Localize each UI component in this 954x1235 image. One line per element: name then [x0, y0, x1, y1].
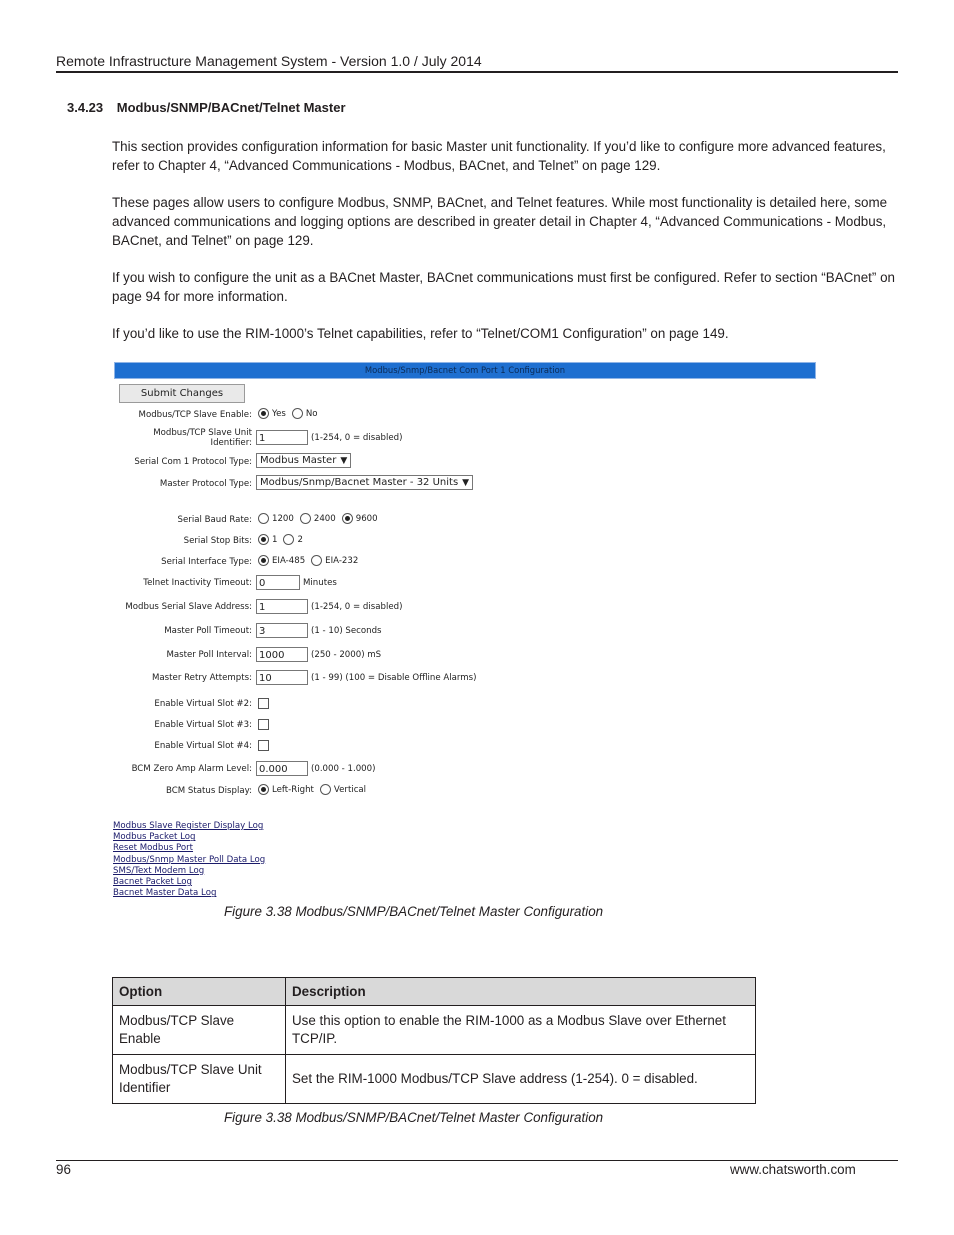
- baud-label: Serial Baud Rate:: [177, 515, 252, 525]
- row-option: Modbus/TCP Slave Unit Identifier: [113, 1055, 286, 1104]
- eia485-radio[interactable]: [258, 555, 269, 566]
- link-reset-port[interactable]: Reset Modbus Port: [113, 843, 194, 854]
- stop-bits-2-radio[interactable]: [283, 534, 294, 545]
- vertical-label: Vertical: [333, 784, 367, 795]
- baud-1200-label: 1200: [272, 513, 294, 524]
- link-packet-log[interactable]: Modbus Packet Log: [113, 832, 196, 843]
- com1-protocol-select[interactable]: [256, 453, 351, 468]
- left-right-radio[interactable]: [258, 784, 269, 795]
- chevron-down-icon: ▼: [340, 456, 348, 466]
- retry-hint: (1 - 99) (100 = Disable Offline Alarms): [311, 672, 477, 683]
- table-caption: Figure 3.38 Modbus/SNMP/BACnet/Telnet Master Configuration: [224, 1110, 604, 1125]
- yes-label: Yes: [272, 408, 286, 419]
- header-rule: [56, 71, 898, 73]
- table-header-row: [113, 978, 756, 1006]
- master-protocol-select[interactable]: [256, 475, 473, 490]
- row-retry: [112, 669, 812, 687]
- link-slave-register-log[interactable]: Modbus Slave Register Display Log: [113, 821, 264, 831]
- com1-protocol-label: Serial Com 1 Protocol Type:: [134, 457, 252, 467]
- poll-timeout-hint: (1 - 10) Seconds: [311, 625, 382, 636]
- row-baud: [112, 513, 812, 531]
- telnet-timeout-label: Telnet Inactivity Timeout:: [143, 578, 252, 588]
- serial-slave-addr-input[interactable]: 1: [256, 599, 308, 614]
- paragraph-3: If you wish to configure the unit as a BACnet Master, BACnet communications must first be configured. Refer to section “BACnet” on page 94 for more information.: [112, 270, 895, 304]
- row-description: Set the RIM-1000 Modbus/TCP Slave address (1-254). 0 = disabled.: [286, 1055, 756, 1104]
- master-protocol-label: Master Protocol Type:: [159, 479, 252, 489]
- vslot2-checkbox[interactable]: [258, 698, 269, 709]
- vslot4-label: Enable Virtual Slot #4:: [154, 741, 252, 751]
- section-number: 3.4.23: [67, 100, 104, 115]
- row-tcp-slave-enable: [112, 408, 812, 426]
- row-description: Use this option to enable the RIM-1000 as a Modbus Slave over Ethernet TCP/IP.: [286, 1006, 756, 1055]
- tcp-slave-id-input[interactable]: 1: [256, 430, 308, 445]
- tcp-slave-id-label: [153, 428, 252, 448]
- row-vslot2: [112, 697, 812, 715]
- baud-1200-radio[interactable]: [258, 513, 269, 524]
- poll-interval-hint: (250 - 2000) mS: [311, 649, 382, 660]
- vslot4-checkbox[interactable]: [258, 740, 269, 751]
- options-table: [112, 977, 756, 1104]
- page-number: 96: [56, 1162, 71, 1177]
- tcp-slave-id-hint: (1-254, 0 = disabled): [311, 432, 403, 443]
- poll-interval-input[interactable]: 1000: [256, 647, 308, 662]
- master-protocol-value: Modbus/Snmp/Bacnet Master - 32 Units: [260, 477, 459, 488]
- section-title: Modbus/SNMP/BACnet/Telnet Master: [116, 100, 346, 115]
- stop-bits-1-label: 1: [272, 534, 278, 545]
- no-label: No: [305, 408, 318, 419]
- link-bacnet-packet-log[interactable]: Bacnet Packet Log: [113, 877, 192, 888]
- poll-timeout-input[interactable]: 3: [256, 623, 308, 638]
- poll-timeout-label: Master Poll Timeout:: [164, 626, 252, 636]
- row-poll-timeout: [112, 622, 812, 640]
- eia232-radio[interactable]: [311, 555, 322, 566]
- serial-slave-addr-label: Modbus Serial Slave Address:: [125, 602, 252, 612]
- bcm-zero-hint: (0.000 - 1.000): [311, 763, 376, 774]
- vslot3-label: Enable Virtual Slot #3:: [154, 720, 252, 730]
- row-telnet-timeout: [112, 574, 812, 592]
- stop-bits-label: Serial Stop Bits:: [183, 536, 252, 546]
- link-bacnet-master-log[interactable]: Bacnet Master Data Log: [113, 888, 217, 899]
- poll-interval-label: Master Poll Interval:: [166, 650, 252, 660]
- baud-9600-label: 9600: [355, 513, 378, 524]
- row-interface: [112, 555, 812, 573]
- row-vslot4: [112, 739, 812, 757]
- row-vslot3: [112, 718, 812, 736]
- row-com1-protocol: [112, 453, 812, 471]
- eia232-label: EIA-232: [325, 555, 359, 566]
- tcp-slave-enable-label: Modbus/TCP Slave Enable:: [138, 410, 252, 420]
- tcp-slave-no-radio[interactable]: [292, 408, 303, 419]
- vslot3-checkbox[interactable]: [258, 719, 269, 730]
- running-header: Remote Infrastructure Management System - Version 1.0 / July 2014: [56, 53, 482, 69]
- config-title-bar: Modbus/Snmp/Bacnet Com Port 1 Configuration: [114, 362, 816, 379]
- footer-website: www.chatsworth.com: [730, 1162, 856, 1177]
- interface-label: Serial Interface Type:: [161, 557, 252, 567]
- baud-9600-radio[interactable]: [342, 513, 353, 524]
- stop-bits-1-radio[interactable]: [258, 534, 269, 545]
- eia485-label: EIA-485: [272, 555, 306, 566]
- bcm-display-label: BCM Status Display:: [166, 786, 252, 796]
- baud-2400-radio[interactable]: [300, 513, 311, 524]
- table-row: [113, 1055, 756, 1104]
- serial-slave-addr-hint: (1-254, 0 = disabled): [311, 601, 403, 612]
- row-option: Modbus/TCP Slave Enable: [113, 1006, 286, 1055]
- bcm-zero-input[interactable]: 0.000: [256, 761, 308, 776]
- row-master-protocol: [112, 475, 812, 493]
- telnet-timeout-input[interactable]: 0: [256, 575, 300, 590]
- stop-bits-2-label: 2: [297, 534, 303, 545]
- telnet-timeout-hint: Minutes: [303, 577, 337, 588]
- bcm-zero-label: BCM Zero Amp Alarm Level:: [131, 764, 252, 774]
- table-row: [113, 1006, 756, 1055]
- row-tcp-slave-id: [112, 427, 812, 451]
- vslot2-label: Enable Virtual Slot #2:: [154, 699, 252, 709]
- retry-input[interactable]: 10: [256, 670, 308, 685]
- row-serial-slave-addr: [112, 598, 812, 616]
- row-bcm-display: [112, 784, 812, 802]
- config-screenshot: [112, 360, 822, 905]
- tcp-slave-id-label-line1: Modbus/TCP Slave Unit: [153, 428, 252, 438]
- left-right-label: Left-Right: [272, 784, 314, 795]
- paragraph-2: These pages allow users to configure Modbus, SNMP, BACnet, and Telnet features. While most functionality is detailed here, some advanced communications and logging options are described in greater detail in Chapter 4, “Advanced Communications - Modbus, BACnet, and Telnet” on page 129.: [112, 195, 888, 248]
- chevron-down-icon: ▼: [462, 478, 470, 488]
- row-poll-interval: [112, 646, 812, 664]
- com1-protocol-value: Modbus Master: [260, 455, 337, 466]
- tcp-slave-id-label-line2: Identifier:: [210, 438, 252, 448]
- link-sms-modem-log[interactable]: SMS/Text Modem Log: [113, 865, 205, 876]
- footer-rule: [56, 1160, 898, 1161]
- row-bcm-zero: [112, 760, 812, 778]
- section-heading: [67, 100, 346, 115]
- row-stop-bits: [112, 534, 812, 552]
- paragraph-1: This section provides configuration information for basic Master unit functionality. If you’d like to configure more advanced features, refer to Chapter 4, “Advanced Communications - Modbus, BACnet, and Telnet” on page 129.: [112, 139, 886, 173]
- paragraph-4: If you’d like to use the RIM-1000’s Telnet capabilities, refer to “Telnet/COM1 Configuration” on page 149.: [112, 326, 729, 341]
- header-description: Description: [286, 978, 756, 1006]
- log-links: [113, 821, 265, 899]
- figure-caption: Figure 3.38 Modbus/SNMP/BACnet/Telnet Master Configuration: [224, 904, 604, 919]
- vertical-radio[interactable]: [320, 784, 331, 795]
- submit-changes-button[interactable]: Submit Changes: [119, 384, 245, 403]
- retry-label: Master Retry Attempts:: [152, 673, 252, 683]
- tcp-slave-yes-radio[interactable]: [258, 408, 269, 419]
- baud-2400-label: 2400: [313, 513, 336, 524]
- header-option: Option: [113, 978, 286, 1006]
- link-poll-data-log[interactable]: Modbus/Snmp Master Poll Data Log: [113, 854, 266, 865]
